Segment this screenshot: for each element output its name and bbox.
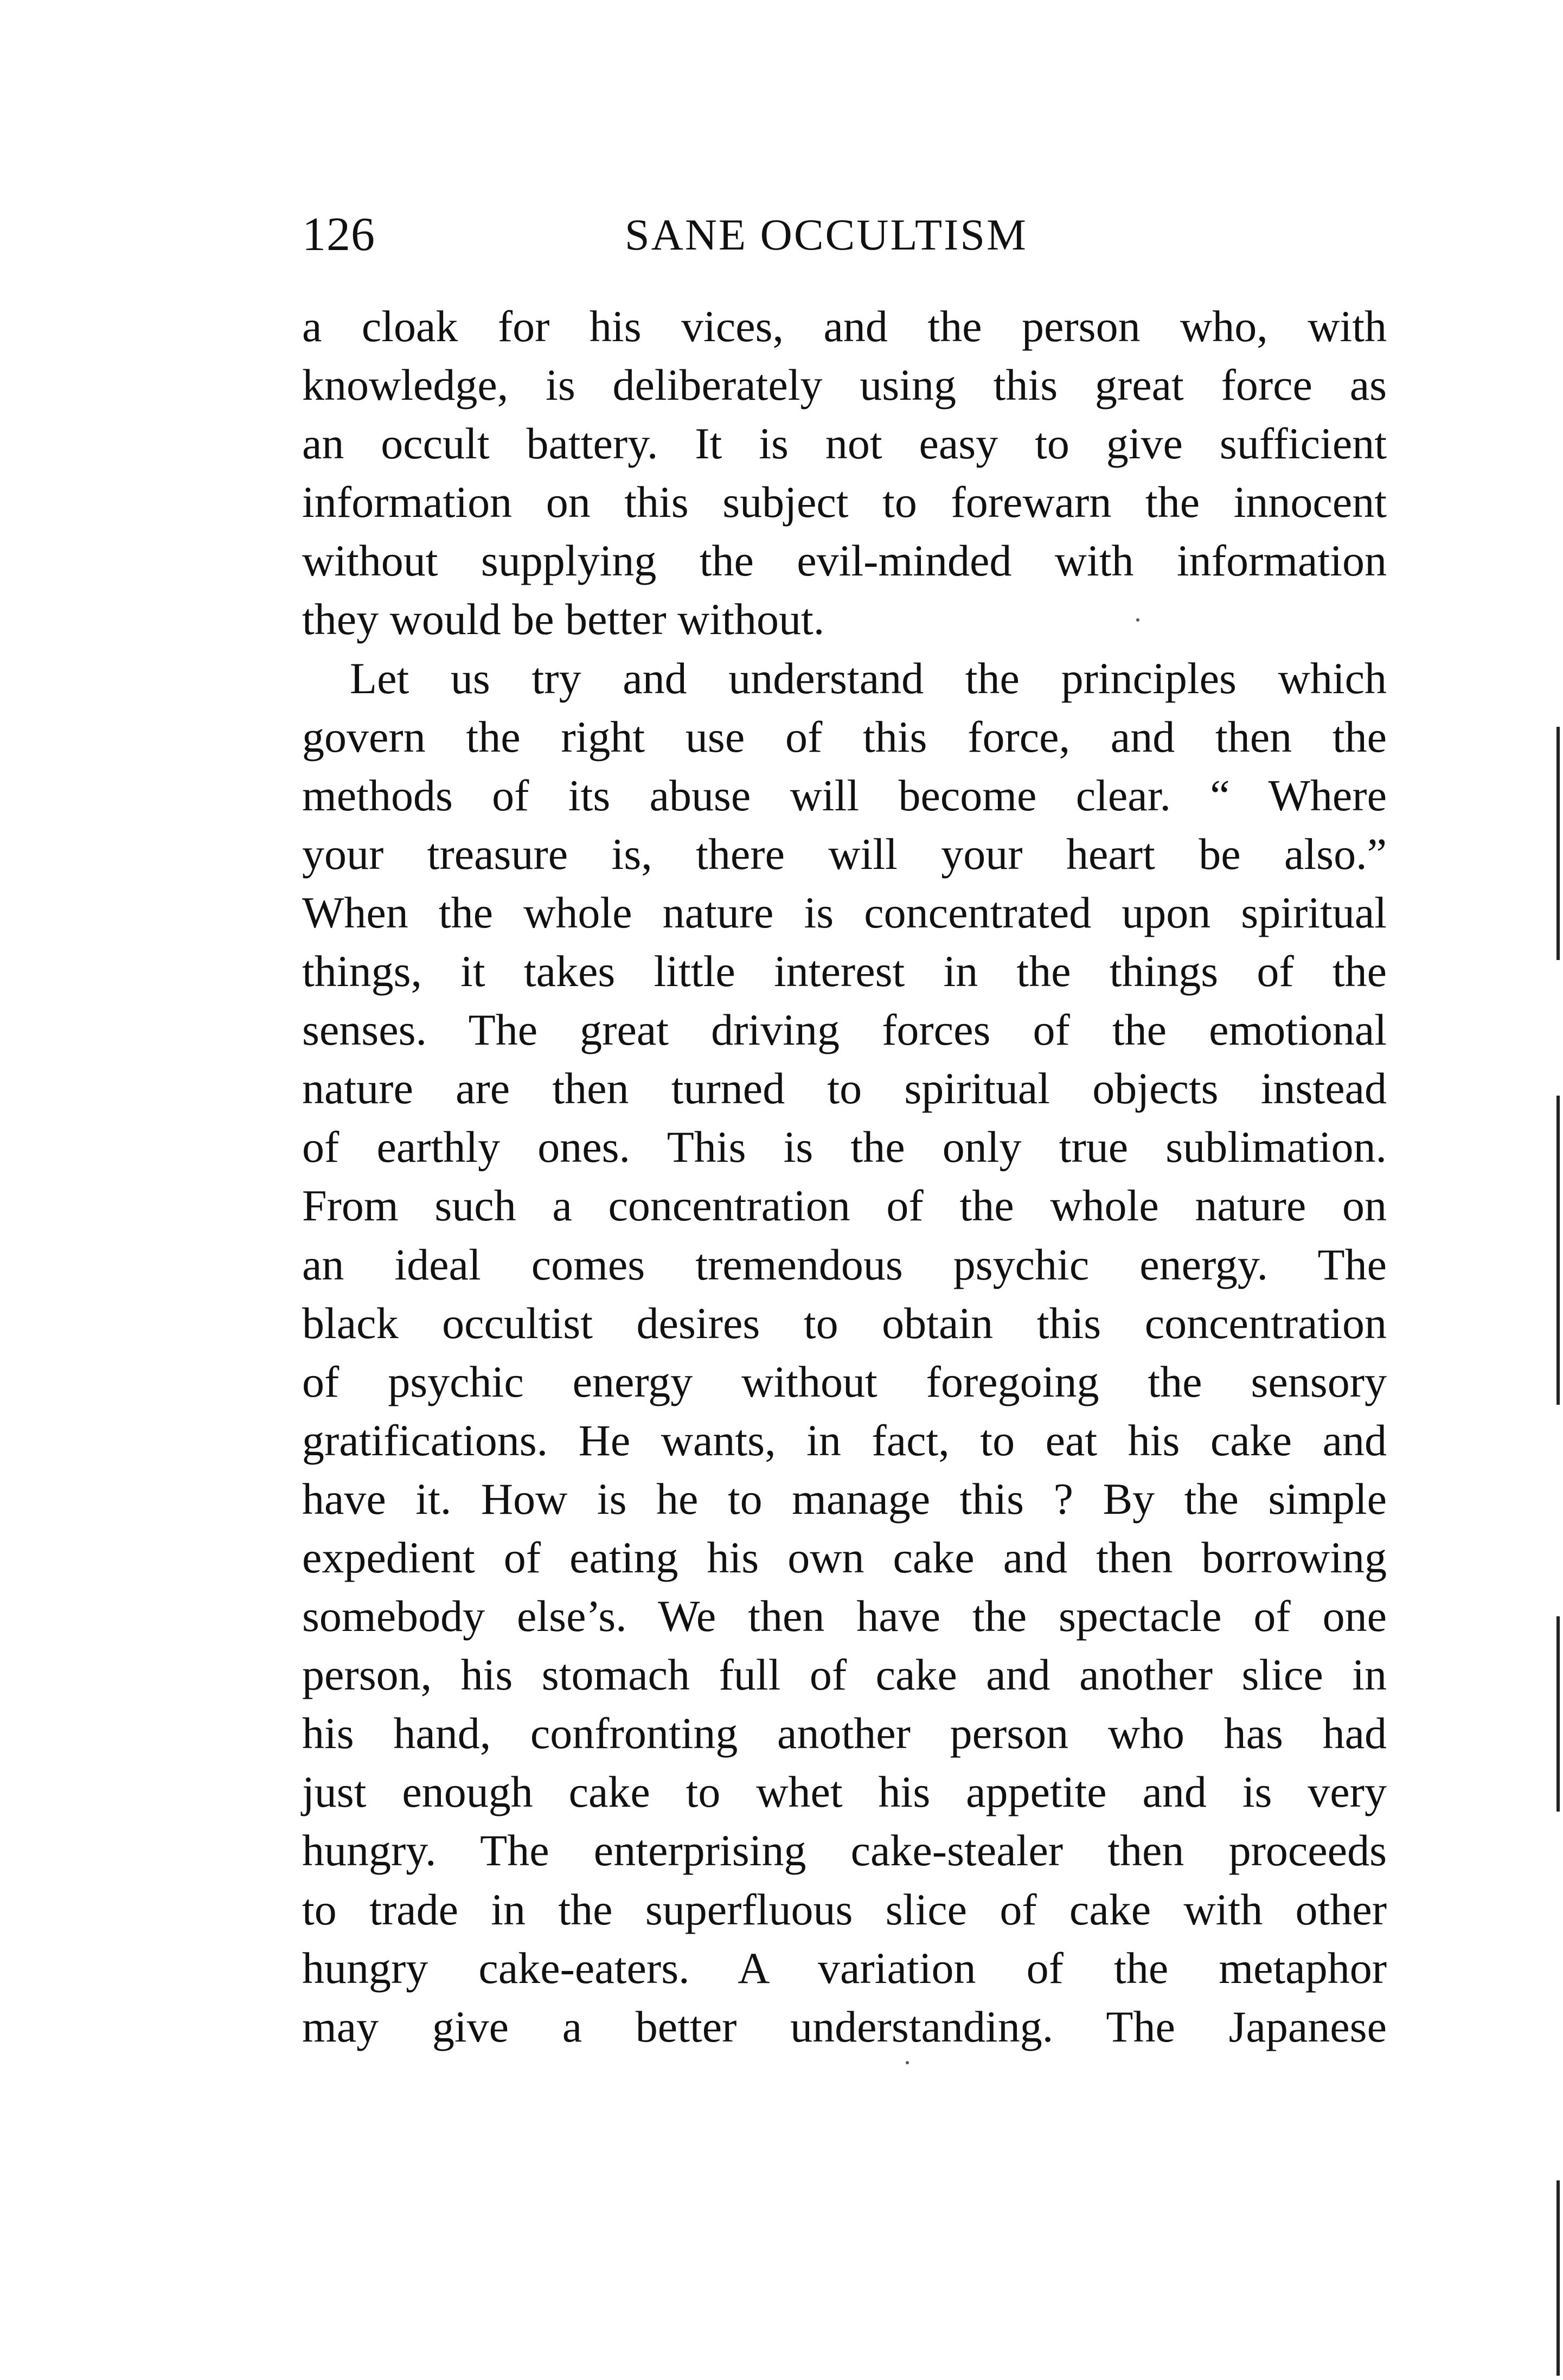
text-line: his hand, confronting another person who has had bbox=[302, 1709, 1387, 1758]
text-line: have it. How is he to manage this ? By the simple bbox=[302, 1474, 1387, 1524]
scan-speck bbox=[1136, 618, 1139, 622]
scan-edge-mark bbox=[1556, 1616, 1560, 1812]
text-line: senses. The great driving forces of the emotional bbox=[302, 1005, 1387, 1055]
text-line: just enough cake to whet his appetite and is very bbox=[302, 1767, 1387, 1817]
page-number: 126 bbox=[302, 208, 375, 261]
text-line: gratifications. He wants, in fact, to eat his cake and bbox=[302, 1415, 1387, 1465]
text-line: person, his stomach full of cake and another slice in bbox=[302, 1650, 1387, 1700]
text-line: they would be better without. bbox=[302, 594, 825, 644]
scan-edge-mark bbox=[1556, 1096, 1560, 1405]
text-line: things, it takes little interest in the things of the bbox=[302, 946, 1387, 996]
text-line: nature are then turned to spiritual objects instead bbox=[302, 1064, 1387, 1114]
text-line: to trade in the superfluous slice of cake with other bbox=[302, 1884, 1387, 1934]
running-title: SANE OCCULTISM bbox=[625, 210, 1028, 259]
text-line: an occult battery. It is not easy to give sufficient bbox=[302, 419, 1387, 469]
text-line: knowledge, is deliberately using this great force as bbox=[302, 360, 1387, 410]
text-line: Let us try and understand the principles which bbox=[350, 653, 1387, 703]
text-line: methods of its abuse will become clear. “ Where bbox=[302, 770, 1387, 820]
text-line: without supplying the evil-minded with information bbox=[302, 536, 1387, 586]
paragraph-1 bbox=[302, 297, 1387, 649]
body-text bbox=[302, 297, 1387, 2056]
text-line: information on this subject to forewarn the innocent bbox=[302, 477, 1387, 527]
text-line: hungry cake-eaters. A variation of the metaphor bbox=[302, 1943, 1387, 1993]
paragraph-2 bbox=[302, 649, 1387, 2056]
text-line: govern the right use of this force, and then the bbox=[302, 712, 1387, 762]
text-line: of earthly ones. This is the only true sublimation. bbox=[302, 1122, 1387, 1172]
text-line: From such a concentration of the whole nature on bbox=[302, 1181, 1387, 1231]
text-line: When the whole nature is concentrated upon spiritual bbox=[302, 887, 1387, 937]
text-line: somebody else’s. We then have the spectacle of one bbox=[302, 1591, 1387, 1641]
running-head bbox=[302, 205, 1387, 265]
text-line: of psychic energy without foregoing the sensory bbox=[302, 1357, 1387, 1406]
scan-speck bbox=[906, 2061, 909, 2064]
text-line: your treasure is, there will your heart be also.” bbox=[302, 829, 1387, 879]
scan-edge-mark bbox=[1556, 2180, 1560, 2376]
text-line: may give a better understanding. The Japanese bbox=[302, 2001, 1387, 2051]
text-line: expedient of eating his own cake and then borrowing bbox=[302, 1532, 1387, 1582]
text-line: a cloak for his vices, and the person who, with bbox=[302, 302, 1387, 351]
text-line: an ideal comes tremendous psychic energy. The bbox=[302, 1239, 1387, 1289]
scan-edge-mark bbox=[1556, 727, 1560, 960]
text-line: black occultist desires to obtain this concentration bbox=[302, 1298, 1387, 1348]
text-line: hungry. The enterprising cake-stealer then proceeds bbox=[302, 1826, 1387, 1876]
